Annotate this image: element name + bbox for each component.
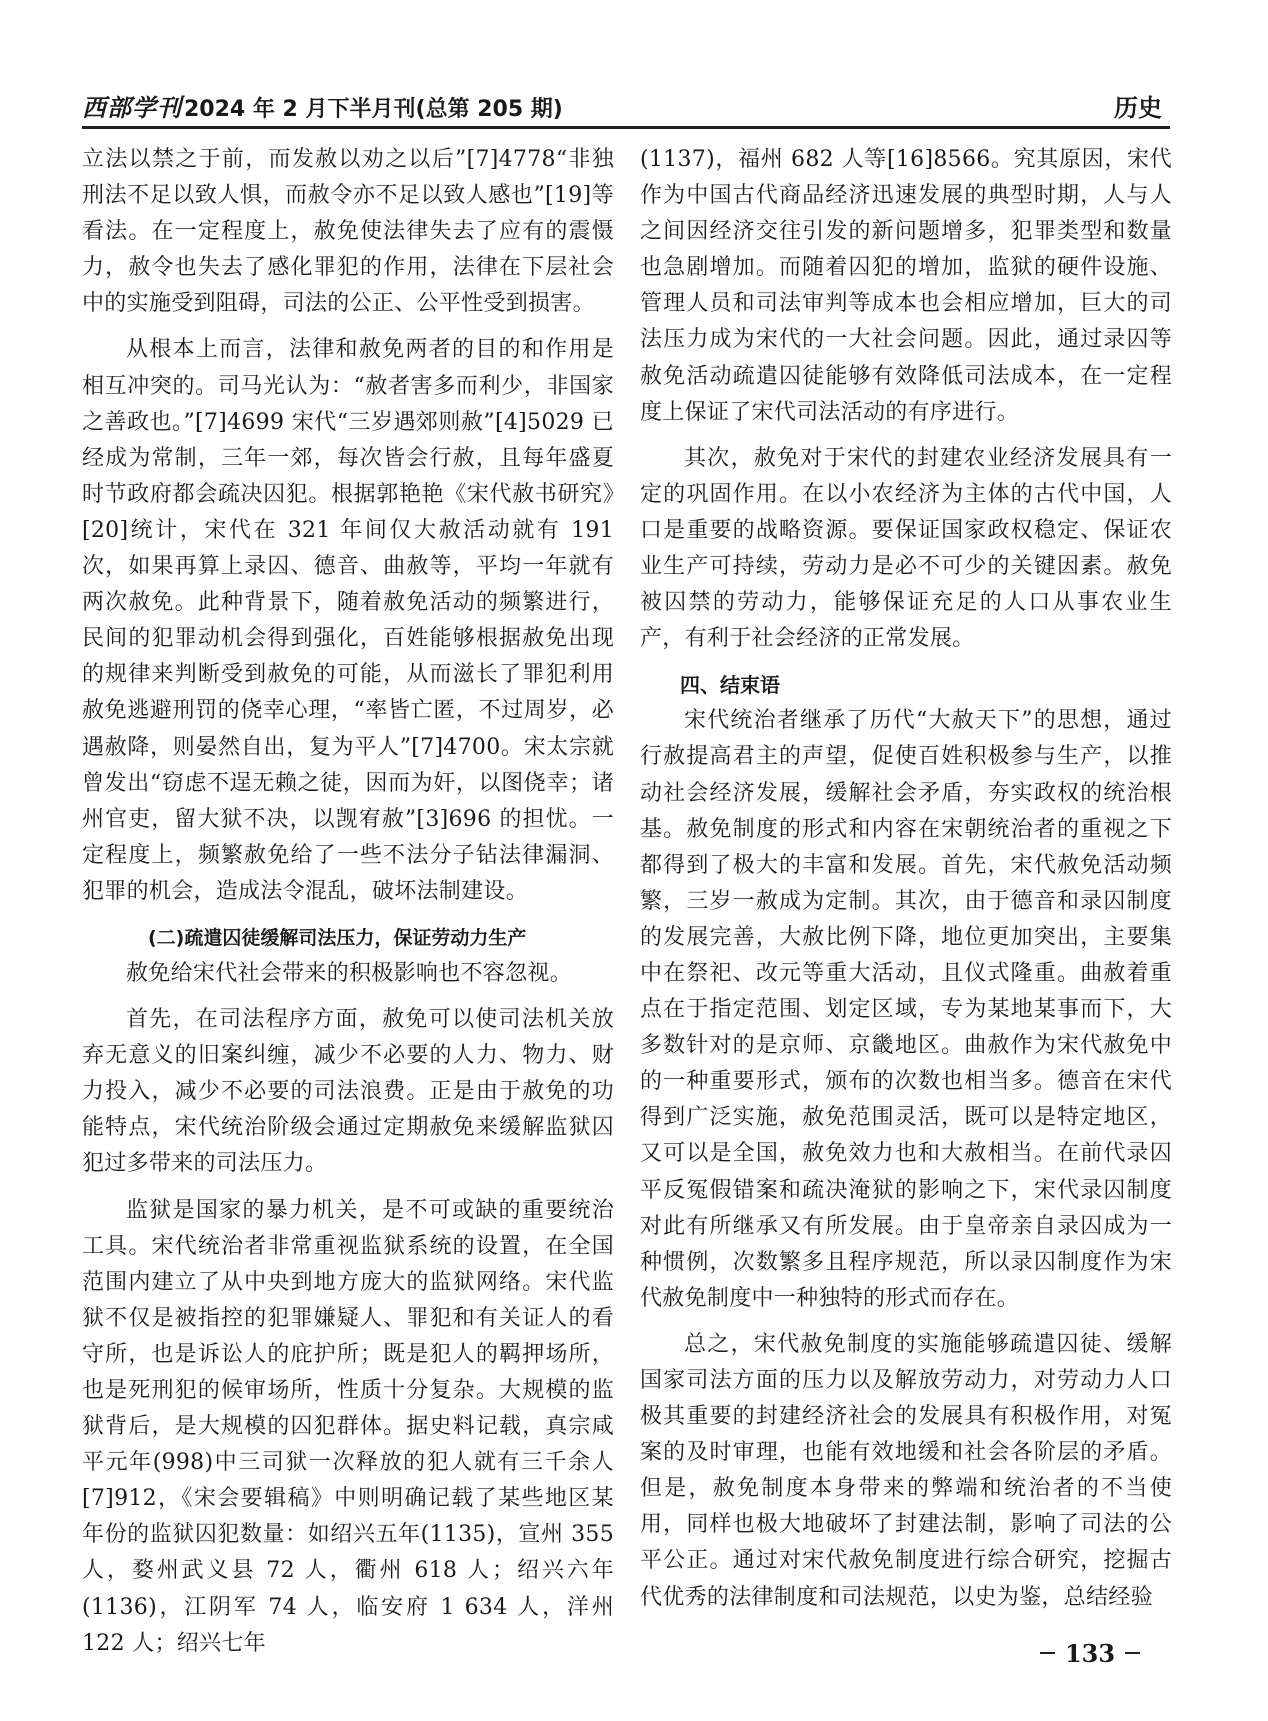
section-title: 历史 [1114,94,1162,122]
subsection-heading: (二)疏遣囚徒缓解司法压力，保证劳动力生产 [148,926,527,949]
paragraph: 赦免给宋代社会带来的积极影响也不容忽视。 [126,960,573,986]
issue-info: 2024 年 2 月下半月刊(总第 205 期) [184,97,563,122]
paragraph: 立法以禁之于前，而发赦以劝之以后”[7]4778“非独刑法不足以致人惧，而赦令亦不足以致人感也”[19]等看法。在一定程度上，赦免使法律失去了应有的震慑力，赦令也失去了感化罪犯的作用，法律在下层社会中的实施受到阻碍，司法的公正、公平性受到损害。 [82,147,614,317]
section-heading: 四、结束语 [680,673,780,698]
dash-decoration [1040,1652,1055,1654]
paragraph: 宋代统治者继承了历代“大赦天下”的思想，通过行赦提高君主的声望，促使百姓积极参与生产，以推动社会经济发展，缓解社会矛盾，夯实政权的统治根基。赦免制度的形式和内容在宋朝统治者的重视之下都得到了极大的丰富和发展。首先，宋代赦免活动频繁，三岁一赦成为定制。其次，由于德音和录囚制度的发展完善，大赦比例下降，地位更加突出，主要集中在祭祀、改元等重大活动，且仪式隆重。曲赦着重点在于指定范围、划定区域，专为某地某事而下，大多数针对的是京师、京畿地区。曲赦作为宋代赦免中的一种重要形式，颁布的次数也相当多。德音在宋代得到广泛实施，赦免范围灵活，既可以是特定地区，又可以是全国，赦免效力也和大赦相当。在前代录囚平反冤假错案和疏决淹狱的影响之下，宋代录囚制度对此有所继承又有所发展。由于皇帝亲自录囚成为一种惯例，次数繁多且程序规范，所以录囚制度作为宋代赦免制度中一种独特的形式而存在。 [640,708,1172,1311]
paragraph: 总之，宋代赦免制度的实施能够疏遣囚徒、缓解国家司法方面的压力以及解放劳动力，对劳动力人口极其重要的封建经济社会的发展具有积极作用，对冤案的及时审理，也能有效地缓和社会各阶层的矛盾。但是，赦免制度本身带来的弊端和统治者的不当使用，同样也极大地破坏了封建法制，影响了司法的公平公正。通过对宋代赦免制度进行综合研究，挖掘古代优秀的法律制度和司法规范，以史为鉴，总结经验 [640,1331,1172,1610]
right-column [640,142,1172,1616]
paragraph: 从根本上而言，法律和赦免两者的目的和作用是相互冲突的。司马光认为：“赦者害多而利少，非国家之善政也。”[7]4699 宋代“三岁遇郊则赦”[4]5029 已经成为常制，三年一郊，每次皆会行赦，且每年盛夏时节政府都会疏决囚犯。根据郭艳艳《宋代赦书研究》[20]统计，宋代在 321 年间仅大赦活动就有 191 次，如果再算上录囚、德音、曲赦等，平均一年就有两次赦免。此种背景下，随着赦免活动的频繁进行，民间的犯罪动机会得到强化，百姓能够根据赦免出现的规律来判断受到赦免的可能，从而滋长了罪犯利用赦免逃避刑罚的侥幸心理，“率皆亡匿，不过周岁，必遇赦降，则晏然自出，复为平人”[7]4700。宋太宗就曾发出“窃虑不逞无赖之徒，因而为奸，以图侥幸；诸州官吏，留大狱不决，以觊宥赦”[3]696 的担忧。一定程度上，频繁赦免给了一些不法分子钻法律漏洞、犯罪的机会，造成法令混乱，破坏法制建设。 [82,337,614,904]
running-header [82,86,1170,129]
paragraph: 监狱是国家的暴力机关，是不可或缺的重要统治工具。宋代统治者非常重视监狱系统的设置，在全国范围内建立了从中央到地方庞大的监狱网络。宋代监狱不仅是被指控的犯罪嫌疑人、罪犯和有关证人的看守所，也是诉讼人的庇护所；既是犯人的羁押场所，也是死刑犯的候审场所，性质十分复杂。大规模的监狱背后，是大规模的囚犯群体。据史料记载，真宗咸平元年(998)中三司狱一次释放的犯人就有三千余人[7]912，《宋会要辑稿》中则明确记载了某些地区某年份的监狱囚犯数量：如绍兴五年(1135)，宣州 355 人，婺州武义县 72 人，衢州 618 人；绍兴六年(1136)，江阴军 74 人，临安府 1 634 人，洋州 122 人；绍兴七年 [82,1197,614,1656]
paragraph: 其次，赦免对于宋代的封建农业经济发展具有一定的巩固作用。在以小农经济为主体的古代中国，人口是重要的战略资源。要保证国家政权稳定、保证农业生产可持续，劳动力是必不可少的关键因素。赦免被囚禁的劳动力，能够保证充足的人口从事农业生产，有利于社会经济的正常发展。 [640,445,1172,652]
dash-decoration [1125,1652,1140,1654]
journal-info [82,88,563,123]
journal-logo: 西部学刊 [82,93,182,122]
left-column [82,142,614,1662]
page-number: 133 [1064,1638,1116,1668]
paragraph: 首先，在司法程序方面，赦免可以使司法机关放弃无意义的旧案纠缠，减少不必要的人力、物力、财力投入，减少不必要的司法浪费。正是由于赦免的功能特点，宋代统治阶级会通过定期赦免来缓解监狱囚犯过多带来的司法压力。 [82,1007,614,1177]
page-footer [1030,1636,1150,1670]
paragraph: (1137)，福州 682 人等[16]8566。究其原因，宋代作为中国古代商品经济迅速发展的典型时期，人与人之间因经济交往引发的新问题增多，犯罪类型和数量也急剧增加。而随着囚犯的增加，监狱的硬件设施、管理人员和司法审判等成本也会相应增加，巨大的司法压力成为宋代的一大社会问题。因此，通过录囚等赦免活动疏遣囚徒能够有效降低司法成本，在一定程度上保证了宋代司法活动的有序进行。 [640,147,1172,425]
